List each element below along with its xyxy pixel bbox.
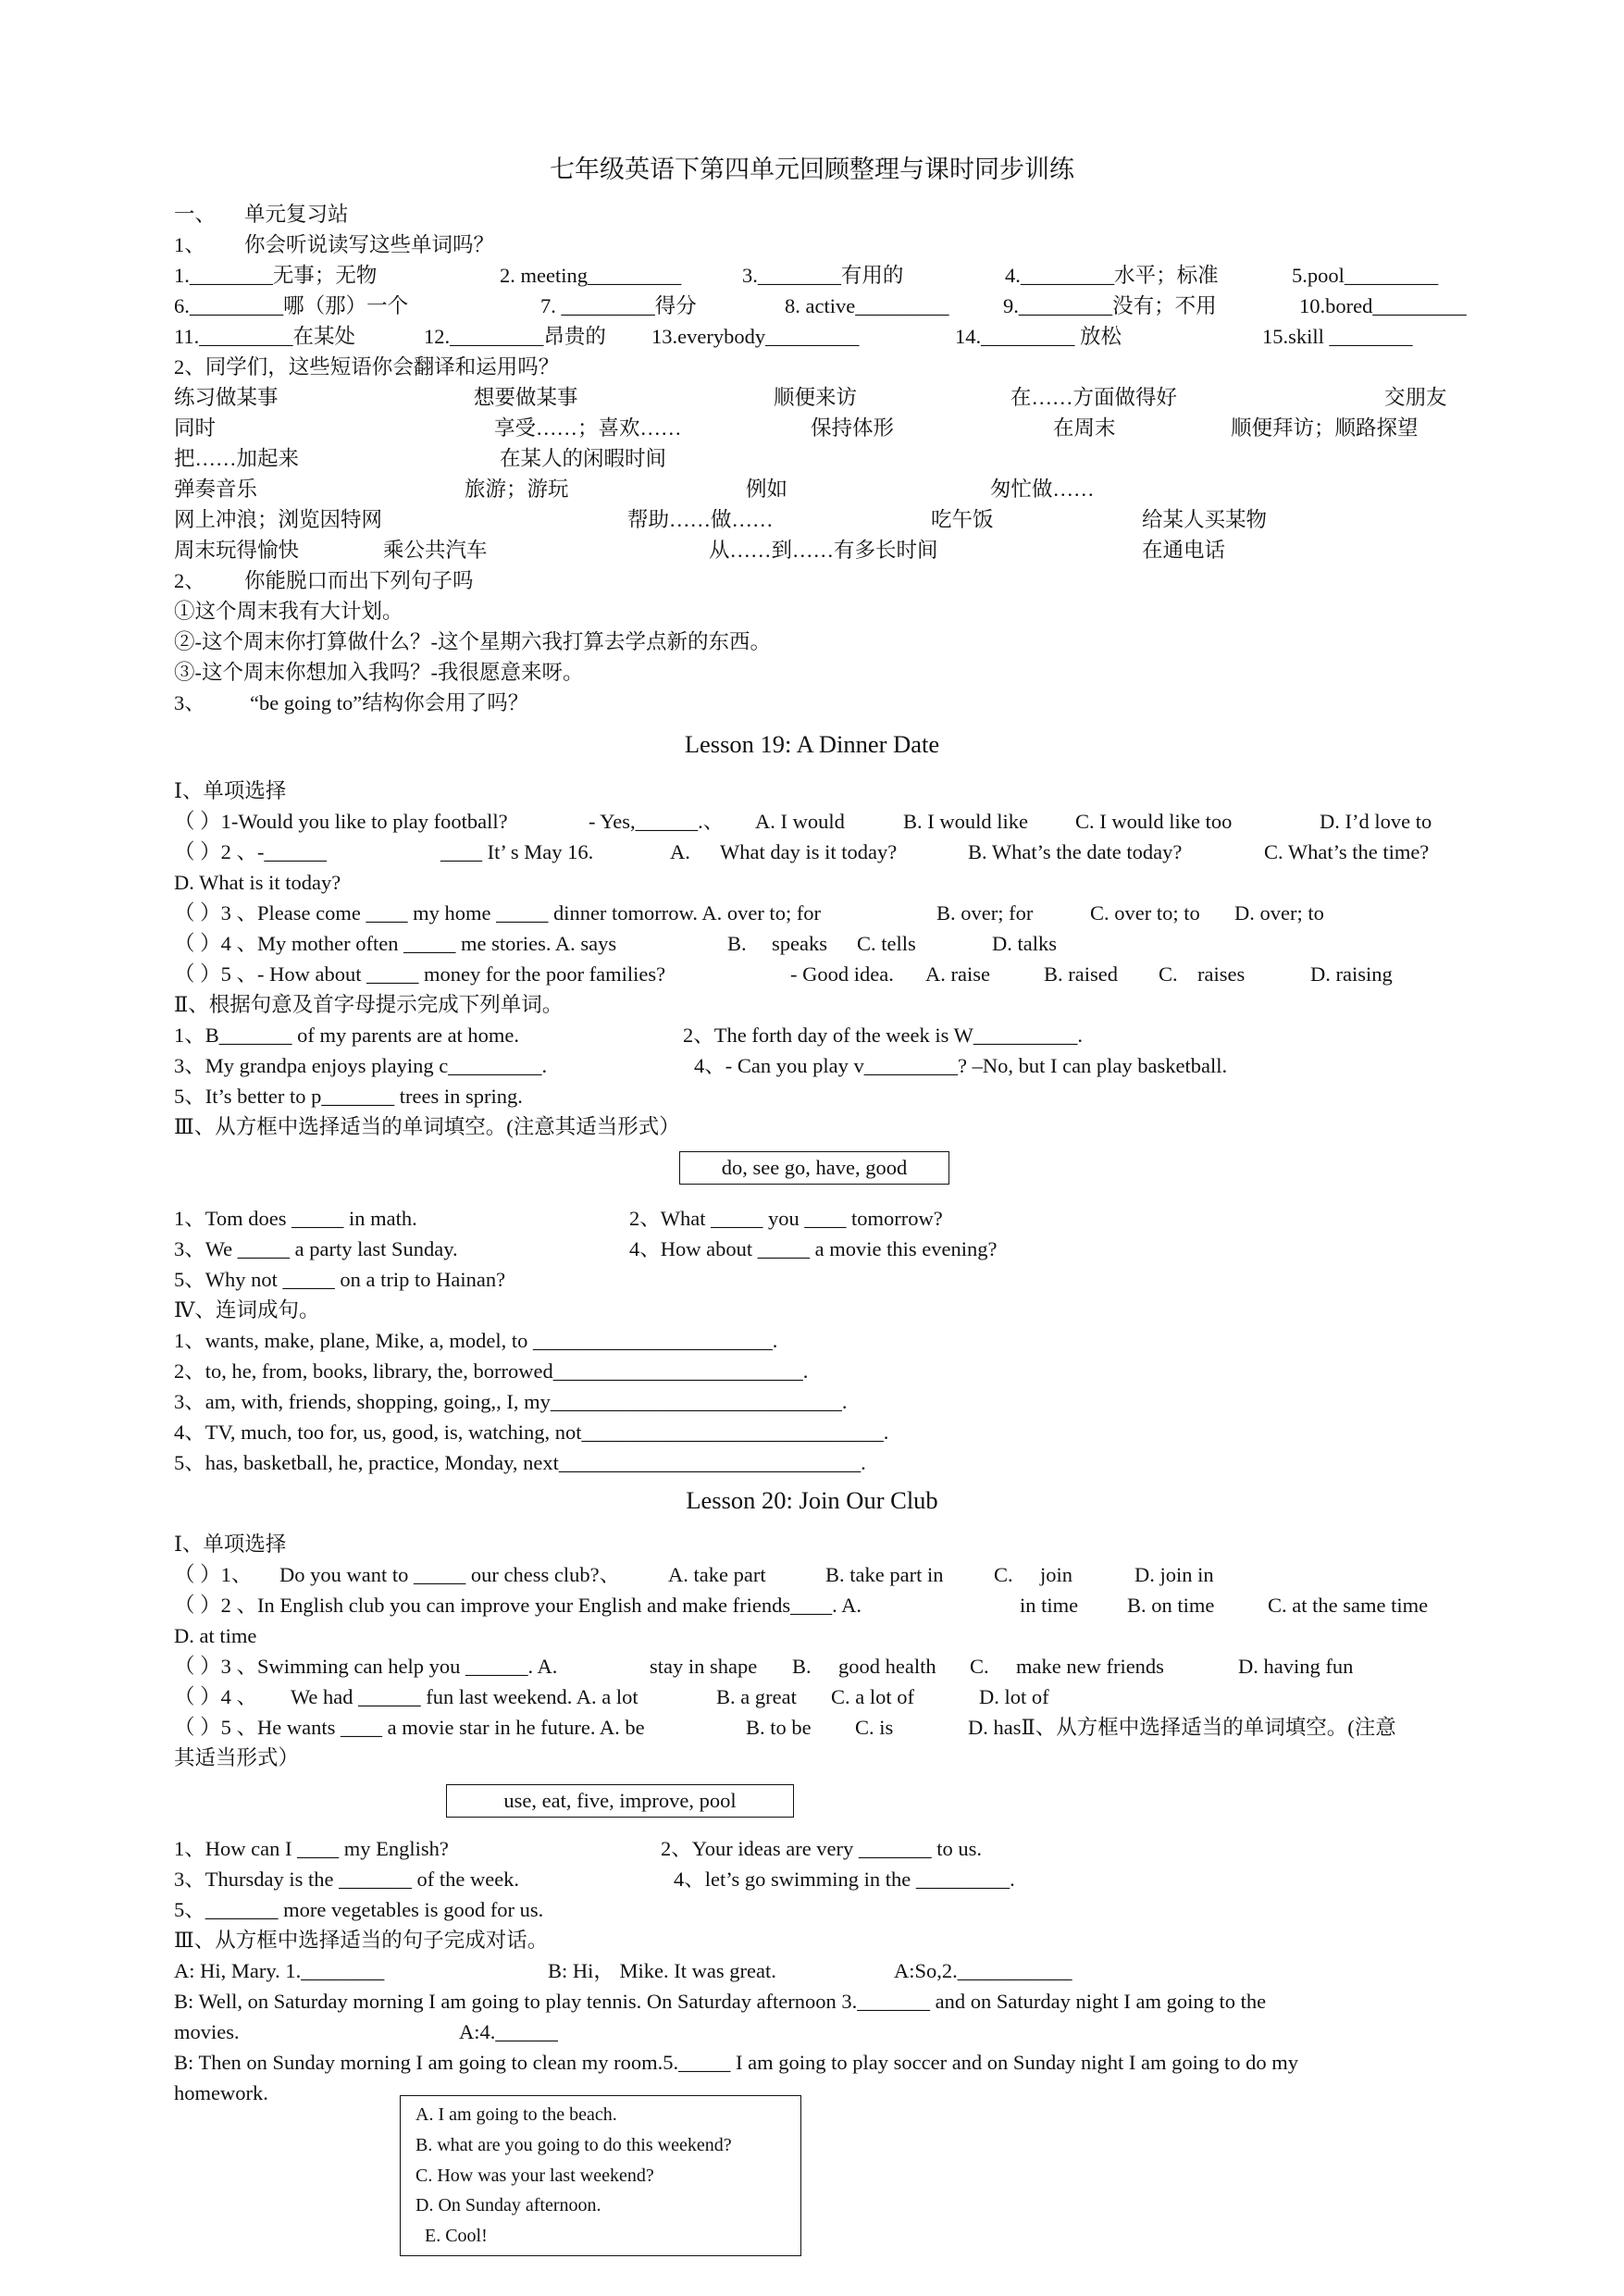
phrases-question: 2、同学们，这些短语你会翻译和运用吗？ xyxy=(174,355,560,379)
order-item: 4、TV, much, too for, us, good, is, watching, not_____________________________. xyxy=(174,1421,889,1444)
phrase-row: 网上冲浪；浏览因特网 帮助……做…… 吃午饭 给某人买某物 xyxy=(174,508,1268,531)
sentence-item: ③-这个周末你想加入我吗？-我很愿意来呀。 xyxy=(174,661,584,684)
sentence-options-box xyxy=(400,2095,801,2256)
mc-question: （ ）1-Would you like to play football? - Yes,______.、 A. I would B. I would like C. I would like too D. I’d love to xyxy=(174,810,1432,833)
words-question: 1、 你会听说读写这些单词吗？ xyxy=(174,233,495,256)
lesson20-heading: Lesson 20: Join Our Club xyxy=(686,1486,938,1514)
mc-question-continued: D. What is it today? xyxy=(174,871,341,894)
dialog-line: homework. xyxy=(174,2081,268,2104)
phrase-row: 周末玩得愉快 乘公共汽车 从……到……有多长时间 在通电话 xyxy=(174,539,1226,562)
lesson20-section2-title-continued: 其适当形式） xyxy=(174,1746,300,1769)
fill-row: 1、B_______ of my parents are at home. 2、The forth day of the week is W__________. xyxy=(174,1024,1083,1047)
phrase-row: 练习做某事 想要做某事 顺便来访 在……方面做得好 交朋友 xyxy=(174,386,1447,409)
lesson20-word-box: use, eat, five, improve, pool xyxy=(446,1784,794,1818)
sentences-question: 2、 你能脱口而出下列句子吗 xyxy=(174,569,474,592)
mc-question: （ ）3 、Swimming can help you ______. A. stay in shape B. good health C. make new friends D. having fun xyxy=(174,1655,1354,1678)
lesson19-word-box: do, see go, have, good xyxy=(679,1151,949,1185)
mc-question: （ ）3 、Please come ____ my home _____ dinner tomorrow. A. over to; for B. over; for C. over to; to D. over; to xyxy=(174,901,1324,925)
sentence-item: ①这个周末我有大计划。 xyxy=(174,600,403,623)
dialog-line: A: Hi, Mary. 1.________ B: Hi， Mike. It was great. A:So,2.___________ xyxy=(174,1959,1072,1982)
lesson20-section1-title: Ⅰ、单项选择 xyxy=(174,1533,287,1556)
blank-row: 1、How can I ____ my English? 2、Your ideas are very _______ to us. xyxy=(174,1837,983,1860)
blank-row: 1、Tom does _____ in math. 2、What _____ you ____ tomorrow? xyxy=(174,1207,943,1230)
words-row: 1.________无事；无物 2. meeting_________ 3.________有用的 4._________水平；标准 5.pool_________ xyxy=(174,264,1439,287)
option-item: E. Cool! xyxy=(425,2226,488,2246)
mc-question-continued: D. at time xyxy=(174,1624,257,1647)
words-row: 6._________哪（那）一个 7. _________得分 8. active_________ 9._________没有；不用 10.bored_________ xyxy=(174,294,1467,317)
mc-question: （ ）2 、In English club you can improve your English and make friends____. A. in time B. on time C. at the same time xyxy=(174,1594,1429,1617)
blank-row: 5、_______ more vegetables is good for us. xyxy=(174,1898,544,1921)
dialog-line: movies. A:4.______ xyxy=(174,2020,558,2043)
option-item: D. On Sunday afternoon. xyxy=(415,2195,601,2215)
be-going-to-question: 3、 “be going to”结构你会用了吗？ xyxy=(174,691,529,714)
lesson19-section1-title: Ⅰ、单项选择 xyxy=(174,779,287,802)
phrase-row: 把……加起来 在某人的闲暇时间 xyxy=(174,447,667,470)
lesson19-section3-title: Ⅲ、从方框中选择适当的单词填空。(注意其适当形式） xyxy=(174,1115,680,1138)
mc-question: （ ）5 、- How about _____ money for the poor families? - Good idea. A. raise B. raised C. raises D. raising xyxy=(174,962,1393,986)
sentence-item: ②-这个周末你打算做什么？-这个星期六我打算去学点新的东西。 xyxy=(174,630,771,653)
review-header: 一、 单元复习站 xyxy=(174,203,349,226)
fill-row: 5、It’s better to p_______ trees in spring. xyxy=(174,1085,523,1108)
order-item: 5、has, basketball, he, practice, Monday, next_____________________________. xyxy=(174,1451,866,1474)
blank-row: 3、We _____ a party last Sunday. 4、How about _____ a movie this evening? xyxy=(174,1237,998,1260)
order-item: 2、to, he, from, books, library, the, borrowed________________________. xyxy=(174,1359,809,1383)
option-item: A. I am going to the beach. xyxy=(415,2104,617,2125)
lesson19-section2-title: Ⅱ、根据句意及首字母提示完成下列单词。 xyxy=(174,993,564,1016)
phrase-row: 同时 享受……；喜欢…… 保持体形 在周末 顺便拜访；顺路探望 xyxy=(174,416,1419,440)
mc-question: （ ）4 、My mother often _____ me stories. A. says B. speaks C. tells D. talks xyxy=(174,932,1057,955)
mc-question: （ ）4 、 We had ______ fun last weekend. A. a lot B. a great C. a lot of D. lot of xyxy=(174,1685,1049,1708)
phrase-row: 弹奏音乐 旅游；游玩 例如 匆忙做…… xyxy=(174,478,1095,501)
option-item: B. what are you going to do this weekend? xyxy=(415,2135,732,2155)
dialog-line: B: Well, on Saturday morning I am going to play tennis. On Saturday afternoon 3._______ and on Saturday night I am going to the xyxy=(174,1990,1267,2013)
page-title: 七年级英语下第四单元回顾整理与课时同步训练 xyxy=(550,155,1074,183)
order-item: 3、am, with, friends, shopping, going,, I, my____________________________. xyxy=(174,1390,848,1413)
mc-question: （ ）2 、-______ ____ It’ s May 16. A. What day is it today? B. What’s the date today? C. What’s the time? xyxy=(174,840,1430,863)
order-item: 1、wants, make, plane, Mike, a, model, to _______________________. xyxy=(174,1329,778,1352)
mc-question: （ ）1、 Do you want to _____ our chess club?、 A. take part B. take part in C. join D. join in xyxy=(174,1563,1214,1586)
words-row: 11._________在某处 12._________昂贵的 13.everybody_________ 14._________ 放松 15.skill ________ xyxy=(174,325,1413,348)
dialog-line: B: Then on Sunday morning I am going to clean my room.5._____ I am going to play soccer and on Sunday night I am going to do my xyxy=(174,2051,1299,2074)
lesson20-section3-title: Ⅲ、从方框中选择适当的句子完成对话。 xyxy=(174,1929,549,1952)
lesson19-section4-title: Ⅳ、连词成句。 xyxy=(174,1298,320,1322)
blank-row: 3、Thursday is the _______ of the week. 4、let’s go swimming in the _________. xyxy=(174,1868,1015,1891)
mc-question: （ ）5 、He wants ____ a movie star in he future. A. be B. to be C. is D. hasⅡ、从方框中选择适当的单词填空。(注意 xyxy=(174,1716,1396,1739)
lesson19-heading: Lesson 19: A Dinner Date xyxy=(684,730,940,758)
blank-row: 5、Why not _____ on a trip to Hainan? xyxy=(174,1268,506,1291)
fill-row: 3、My grandpa enjoys playing c_________. 4、- Can you play v_________? –No, but I can play basketball. xyxy=(174,1054,1228,1077)
option-item: C. How was your last weekend? xyxy=(415,2166,654,2186)
